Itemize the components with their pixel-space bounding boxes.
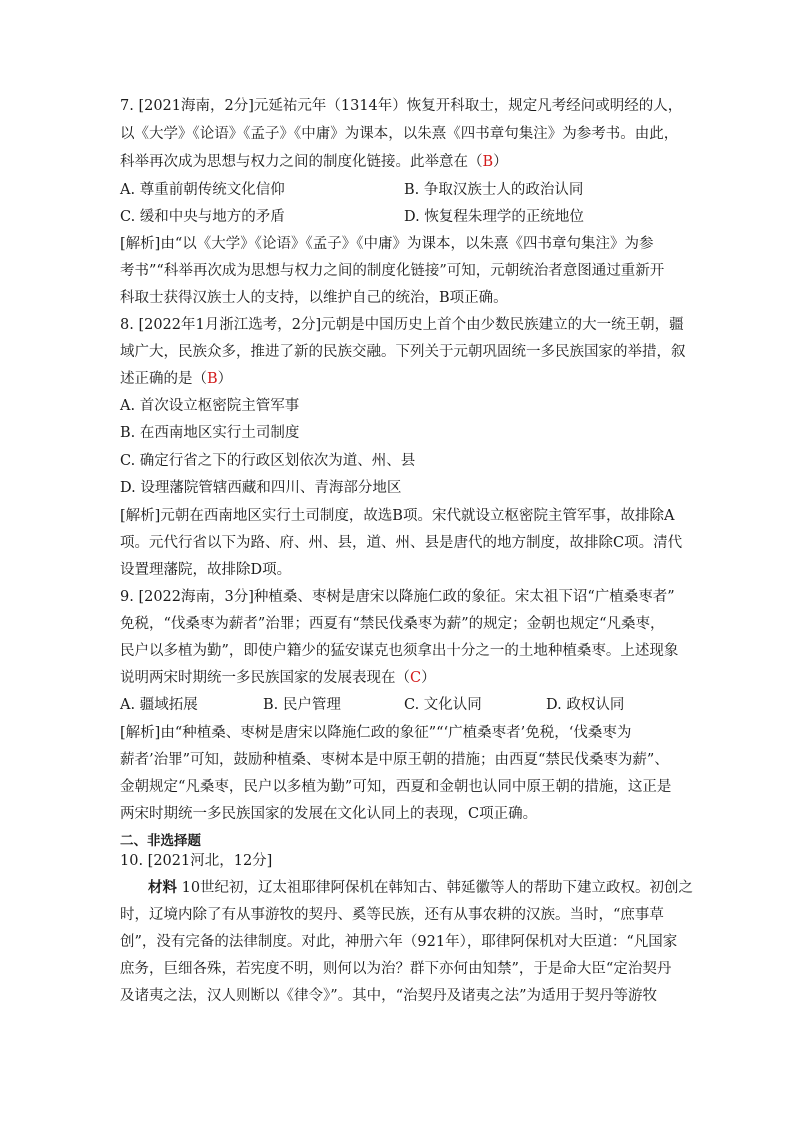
question-10-material-line-4: 庶务，巨细各殊，若宪度不明，则何以为治？群下亦何由知禁”，于是命大臣“定治契丹 — [120, 961, 672, 977]
material-label: 材料 — [148, 879, 177, 896]
question-9-option-c: C. 文化认同 — [404, 697, 482, 713]
question-9-stem-line-3: 民户以多植为勤”，即使户籍少的猛安谋克也须拿出十分之一的土地种植桑枣。上述现象 — [120, 643, 679, 659]
question-7-option-c: C. 缓和中央与地方的矛盾 — [120, 209, 285, 225]
question-8-option-d: D. 设理藩院管辖西藏和四川、青海部分地区 — [120, 480, 402, 496]
question-8-explanation-line-1: [解析]元朝在西南地区实行土司制度，故选B项。宋代就设立枢密院主管军事，故排除A — [120, 508, 675, 524]
question-8-answer: B — [207, 371, 218, 387]
question-10-material-line-1: 材料 10世纪初，辽太祖耶律阿保机在韩知古、韩延徽等人的帮助下建立政权。初创之 — [148, 879, 694, 896]
question-10-material-line-3: 创”，没有完备的法律制度。对此，神册六年（921年），耶律阿保机对大臣道：“凡国家 — [120, 934, 678, 950]
question-10-material-line-2: 时，辽境内除了有从事游牧的契丹、奚等民族，还有从事农耕的汉族。当时，“庶事草 — [120, 907, 664, 923]
question-8-stem-line-2: 域广大，民族众多，推进了新的民族交融。下列关于元朝巩固统一多民族国家的举措，叙 — [120, 344, 686, 360]
question-9-stem-line-2: 免税，“伐桑枣为薪者”治罪；西夏有“禁民伐桑枣为薪”的规定；金朝也规定“凡桑枣， — [120, 616, 665, 632]
question-7-stem-line-2: 以《大学》《论语》《孟子》《中庸》为课本，以朱熹《四书章句集注》为参考书。由此， — [120, 126, 679, 142]
question-9-option-a: A. 疆域拓展 — [120, 697, 198, 713]
question-9-option-b: B. 民户管理 — [263, 697, 341, 713]
question-7-option-d: D. 恢复程朱理学的正统地位 — [404, 209, 584, 225]
question-7-stem-line-1: 7. [2021海南，2分]元延祐元年（1314年）恢复开科取士，规定凡考经问或明经的人， — [120, 98, 683, 114]
question-8-explanation-line-3: 设置理藩院，故排除D项。 — [120, 562, 292, 578]
question-9-answer: C — [410, 670, 422, 686]
question-9-explanation-line-2: 薪者’治罪”可知，鼓励种植桑、枣树本是中原王朝的措施；由西夏“禁民伐桑枣为薪”、 — [120, 752, 669, 768]
question-9-explanation-line-1: [解析]由“种植桑、枣树是唐宋以降施仁政的象征”“‘广植桑枣者’免税，‘伐桑枣为 — [120, 725, 632, 741]
question-9-stem-line-1: 9. [2022海南，3分]种植桑、枣树是唐宋以降施仁政的象征。宋太祖下诏“广植桑枣者” — [120, 589, 675, 605]
question-7-option-b: B. 争取汉族士人的政治认同 — [404, 182, 584, 198]
question-8-explanation-line-2: 项。元代行省以下为路、府、州、县，道、州、县是唐代的地方制度，故排除C项。清代 — [120, 535, 683, 551]
question-10-header: 10. [2021河北，12分] — [120, 853, 273, 869]
question-7-stem-line-3: 科举再次成为思想与权力之间的制度化链接。此举意在（B） — [120, 154, 508, 170]
question-8-option-a: A. 首次设立枢密院主管军事 — [120, 398, 300, 414]
question-8-stem-line-3: 述正确的是（B） — [120, 371, 233, 387]
question-9-stem-line-4: 说明两宋时期统一多民族国家的发展表现在（C） — [120, 670, 436, 686]
section-heading: 二、非选择题 — [120, 833, 201, 849]
question-8-option-c: C. 确定行省之下的行政区划依次为道、州、县 — [120, 453, 416, 469]
question-7-answer: B — [482, 154, 494, 170]
question-10-material-line-5: 及诸夷之法，汉人则断以《律令》”。其中，“治契丹及诸夷之法”为适用于契丹等游牧 — [120, 988, 657, 1004]
question-7-explanation-line-1: [解析]由“以《大学》《论语》《孟子》《中庸》为课本，以朱熹《四书章句集注》为参 — [120, 236, 654, 252]
question-9-option-d: D. 政权认同 — [546, 697, 625, 713]
question-8-stem-line-1: 8. [2022年1月浙江选考，2分]元朝是中国历史上首个由少数民族建立的大一统王朝，疆 — [120, 317, 684, 333]
question-7-option-a: A. 尊重前朝传统文化信仰 — [120, 182, 285, 198]
question-8-option-b: B. 在西南地区实行土司制度 — [120, 425, 300, 441]
question-7-explanation-line-2: 考书”“科举再次成为思想与权力之间的制度化链接”可知，元朝统治者意图通过重新开 — [120, 263, 665, 279]
question-9-explanation-line-3: 金朝规定“凡桑枣，民户以多植为勤”可知，西夏和金朝也认同中原王朝的措施，这正是 — [120, 779, 672, 795]
question-7-explanation-line-3: 科取士获得汉族士人的支持，以维护自己的统治，B项正确。 — [120, 290, 508, 306]
question-9-explanation-line-4: 两宋时期统一多民族国家的发展在文化认同上的表现，C项正确。 — [120, 806, 538, 822]
